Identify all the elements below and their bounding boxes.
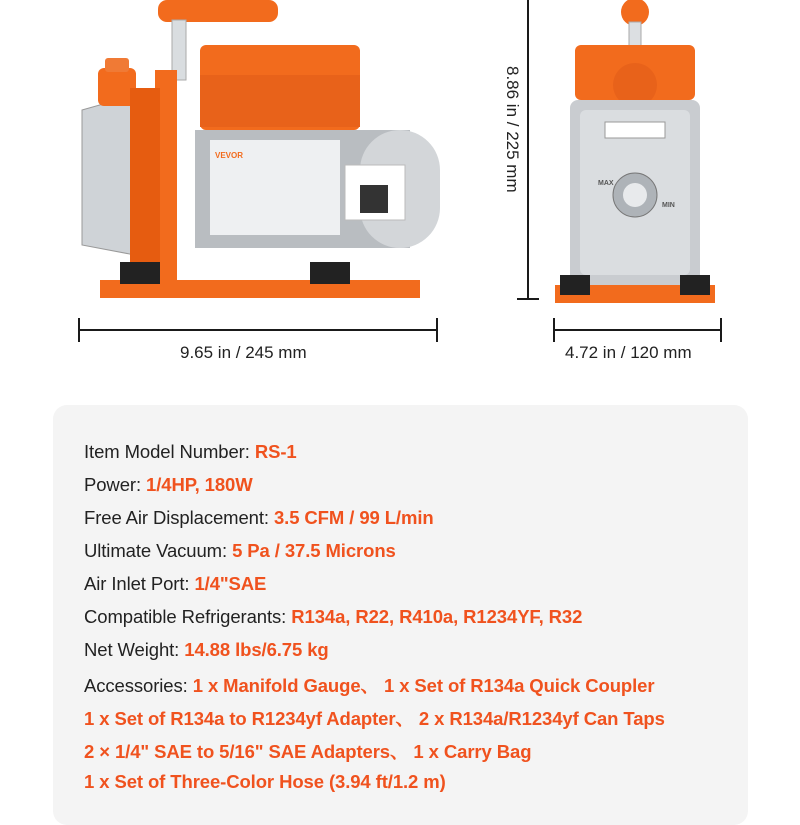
length-tick-right [436, 318, 438, 342]
spec-label: Ultimate Vacuum: [84, 540, 233, 561]
spec-value: R134a, R22, R410a, R1234YF, R32 [291, 606, 583, 627]
spec-label: Power: [84, 474, 147, 495]
spec-value: 1 x Set of Three-Color Hose (3.94 ft/1.2 m) [84, 771, 446, 792]
width-dimension-line [553, 329, 722, 331]
spec-label: Net Weight: [84, 639, 185, 660]
spec-value: 1 x Manifold Gauge、 1 x Set of R134a Quick Coupler [192, 675, 655, 696]
spec-accessories-line-4 [84, 771, 446, 793]
width-tick-left [553, 318, 555, 342]
pump-front-view [550, 0, 720, 305]
spec-accessories-line-2 [84, 705, 665, 731]
spec-label: Item Model Number: [84, 441, 255, 462]
length-label: 9.65 in / 245 mm [180, 343, 307, 362]
spec-label: Free Air Displacement: [84, 507, 274, 528]
spec-net-weight [84, 639, 329, 661]
width-label: 4.72 in / 120 mm [565, 343, 692, 362]
spec-value: RS-1 [254, 441, 297, 462]
spec-label: Accessories: [84, 675, 193, 696]
spec-value: 2 × 1/4" SAE to 5/16" SAE Adapters、 1 x Carry Bag [84, 741, 532, 762]
width-tick-right [720, 318, 722, 342]
spec-value: 14.88 lbs/6.75 kg [184, 639, 329, 660]
height-tick-bottom [517, 298, 539, 300]
spec-value: 3.5 CFM / 99 L/min [273, 507, 434, 528]
spec-value: 5 Pa / 37.5 Microns [232, 540, 396, 561]
svg-text:VEVOR: VEVOR [215, 151, 244, 160]
height-dimension-line [527, 0, 529, 300]
length-dimension-line [78, 329, 438, 331]
spec-label: Compatible Refrigerants: [84, 606, 292, 627]
svg-text:MAX: MAX [598, 180, 614, 187]
spec-label: Air Inlet Port: [84, 573, 195, 594]
height-label: 8.86 in / 225 mm [503, 66, 522, 193]
spec-power [84, 474, 253, 496]
svg-text:MIN: MIN [662, 202, 675, 209]
length-tick-left [78, 318, 80, 342]
spec-value: 1 x Set of R134a to R1234yf Adapter、 2 x R134a/R1234yf Can Taps [84, 708, 665, 729]
spec-ultimate-vacuum [84, 540, 396, 562]
spec-displacement [84, 507, 434, 529]
pump-side-view [60, 0, 460, 305]
spec-accessories-line-3 [84, 738, 531, 764]
spec-air-inlet [84, 573, 266, 595]
spec-accessories [84, 672, 654, 698]
spec-value: 1/4"SAE [194, 573, 267, 594]
spec-model [84, 441, 297, 463]
spec-refrigerants [84, 606, 582, 628]
spec-value: 1/4HP, 180W [146, 474, 253, 495]
